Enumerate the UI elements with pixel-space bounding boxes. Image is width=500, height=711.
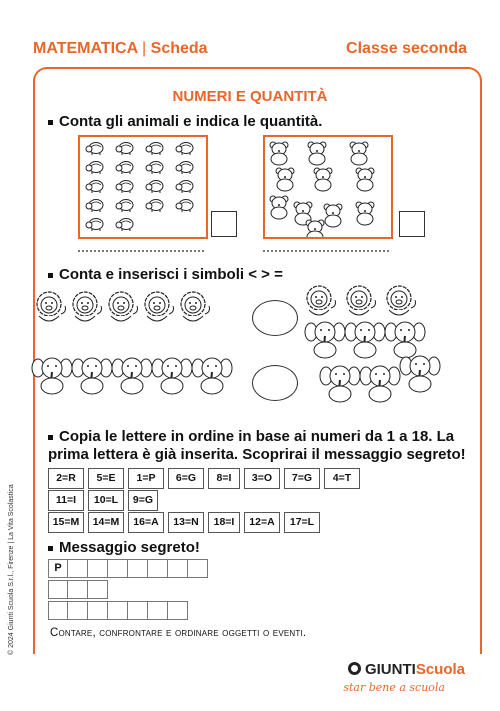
lion-icon (109, 292, 138, 321)
answer-slot[interactable] (68, 559, 88, 578)
turtle-icon (86, 143, 103, 156)
elephant-icon (345, 322, 385, 358)
answer-slot[interactable] (88, 601, 108, 620)
bears-writing-line[interactable] (263, 250, 389, 252)
answer-row-1 (48, 559, 208, 578)
learning-objective: Contare, confrontare e ordinare oggetti o eventi. (50, 627, 307, 639)
code-cell: 1=P (128, 468, 164, 489)
instruction-secret-message: Copia le lettere in ordine in base ai numeri da 1 a 18. La prima lettera è già inserita. Scoprirai il messaggio segreto! (48, 428, 466, 463)
elephant-icon (305, 322, 345, 358)
page-title: NUMERI E QUANTITÀ (172, 88, 328, 105)
code-cell: 17=L (284, 512, 320, 533)
code-cell: 8=I (208, 468, 240, 489)
turtle-icon (86, 181, 103, 194)
header-grade: Classe seconda (346, 40, 467, 57)
copyright-note: © 2024 Giunti Scuola S.r.l., Firenze | La Vita Scolastica (8, 484, 15, 655)
instruction-count-animals: Conta gli animali e indica le quantità. (48, 113, 322, 131)
elephant-icon (400, 356, 440, 392)
code-cell: 13=N (168, 512, 204, 533)
answer-row-2 (48, 580, 108, 599)
answer-slot[interactable] (128, 559, 148, 578)
turtle-icon (86, 219, 103, 232)
elephant-icon (385, 322, 425, 358)
secret-message-title: Messaggio segreto! (48, 539, 200, 557)
lion-icon (37, 292, 66, 321)
answer-slot[interactable] (88, 580, 108, 599)
turtle-icon (116, 143, 133, 156)
answer-slot[interactable] (88, 559, 108, 578)
bear-icon (270, 142, 288, 165)
code-row-2 (48, 490, 158, 511)
turtle-icon (146, 143, 163, 156)
code-cell: 18=I (208, 512, 240, 533)
answer-slot[interactable] (168, 601, 188, 620)
turtle-icon (176, 200, 193, 213)
elephant-icon (72, 358, 112, 394)
turtle-icon (86, 162, 103, 175)
header-subject: MATEMATICA | Scheda (33, 40, 208, 57)
elephant-icon (360, 366, 400, 402)
bear-icon (314, 168, 332, 191)
turtle-icon (116, 200, 133, 213)
bear-icon (356, 202, 374, 225)
lion-icon (307, 286, 336, 315)
answer-slot-first: P (48, 559, 68, 578)
lion-icon (73, 292, 102, 321)
giunti-scuola-logo: GIUNTIScuola (348, 661, 465, 678)
lions-symbol-oval[interactable] (252, 300, 298, 336)
bear-icon (308, 142, 326, 165)
bear-icon (276, 168, 294, 191)
turtle-icon (116, 219, 133, 232)
answer-slot[interactable] (68, 580, 88, 599)
code-cell: 6=G (168, 468, 204, 489)
code-cell: 2=R (48, 468, 84, 489)
brand-slogan: star bene a scuola (343, 681, 445, 694)
turtles-writing-line[interactable] (78, 250, 204, 252)
answer-slot[interactable] (188, 559, 208, 578)
answer-slot[interactable] (108, 559, 128, 578)
bears-answer-box[interactable] (399, 211, 425, 237)
turtle-icon (116, 162, 133, 175)
bear-icon (324, 204, 342, 227)
code-cell: 10=L (88, 490, 124, 511)
turtles-illustration (80, 137, 206, 237)
turtle-icon (146, 181, 163, 194)
code-cell: 7=G (284, 468, 320, 489)
logo-icon (348, 662, 361, 675)
code-cell: 4=T (324, 468, 360, 489)
turtle-icon (176, 143, 193, 156)
code-cell: 14=M (88, 512, 124, 533)
bear-icon (350, 142, 368, 165)
bears-box (263, 135, 393, 239)
turtles-answer-box[interactable] (211, 211, 237, 237)
turtle-icon (146, 200, 163, 213)
instruction-compare-symbols: Conta e inserisci i simboli < > = (48, 266, 283, 284)
answer-slot[interactable] (48, 580, 68, 599)
code-cell: 16=A (128, 512, 164, 533)
code-cell: 9=G (128, 490, 158, 511)
answer-slot[interactable] (128, 601, 148, 620)
turtle-icon (146, 162, 163, 175)
elephant-icon (152, 358, 192, 394)
code-cell: 5=E (88, 468, 124, 489)
lion-icon (181, 292, 210, 321)
code-cell: 12=A (244, 512, 280, 533)
elephant-icon (32, 358, 72, 394)
turtle-icon (116, 181, 133, 194)
lion-icon (347, 286, 376, 315)
compare-animals-illustration (30, 284, 470, 414)
turtle-icon (176, 162, 193, 175)
answer-slot[interactable] (148, 559, 168, 578)
answer-row-3 (48, 601, 188, 620)
lion-icon (387, 286, 416, 315)
code-cell: 15=M (48, 512, 84, 533)
elephant-icon (320, 366, 360, 402)
elephant-icon (192, 358, 232, 394)
lion-icon (145, 292, 174, 321)
code-cell: 3=O (244, 468, 280, 489)
code-row-1 (48, 468, 360, 489)
bear-icon (356, 168, 374, 191)
turtle-icon (86, 200, 103, 213)
elephants-symbol-oval[interactable] (252, 365, 298, 401)
bear-icon (306, 220, 324, 237)
answer-slot[interactable] (148, 601, 168, 620)
elephant-icon (112, 358, 152, 394)
bears-illustration (265, 137, 391, 237)
answer-slot[interactable] (168, 559, 188, 578)
answer-slot[interactable] (48, 601, 68, 620)
code-cell: 11=I (48, 490, 84, 511)
turtles-box (78, 135, 208, 239)
answer-slot[interactable] (108, 601, 128, 620)
answer-slot[interactable] (68, 601, 88, 620)
code-row-3 (48, 512, 320, 533)
bear-icon (270, 196, 288, 219)
turtle-icon (176, 181, 193, 194)
